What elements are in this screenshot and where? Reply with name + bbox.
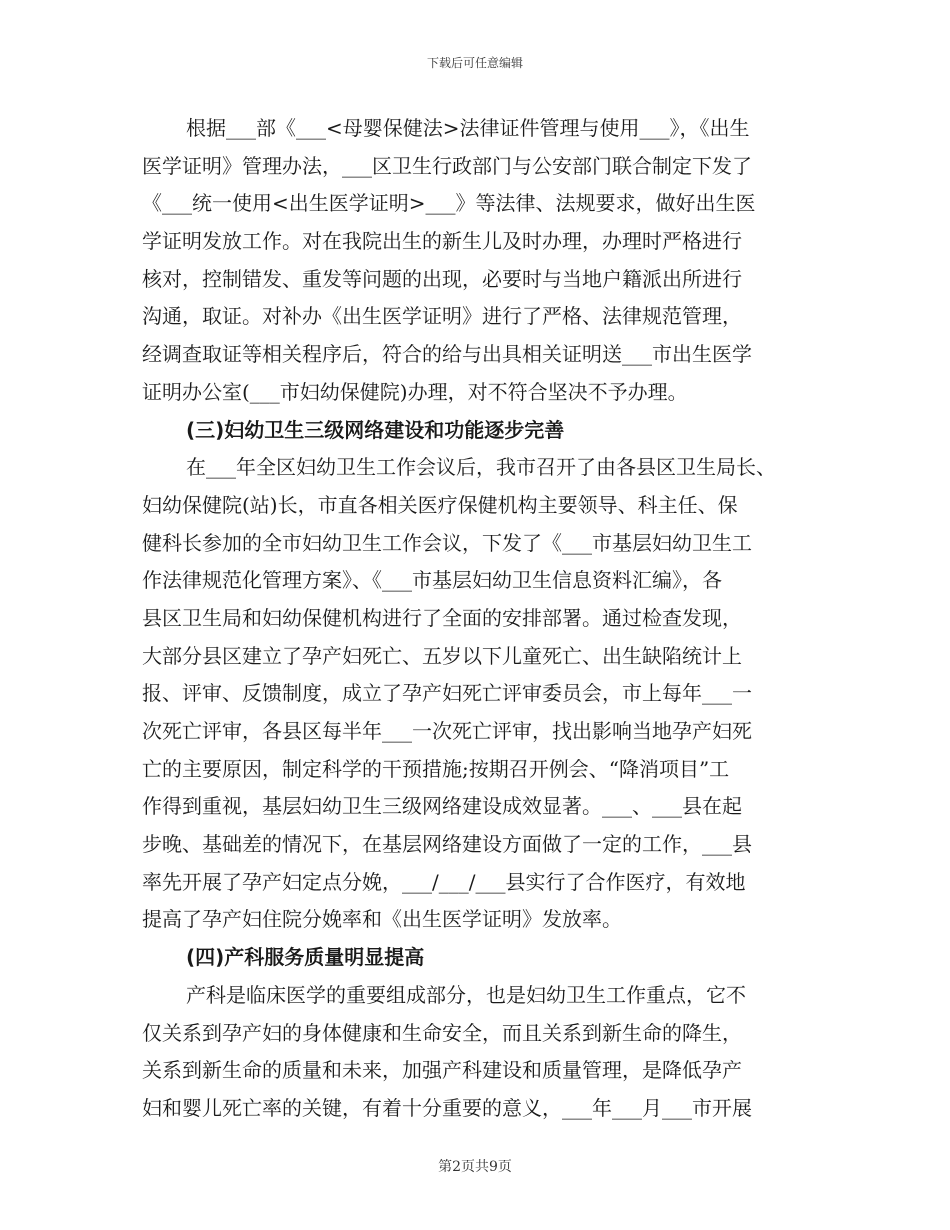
paragraph-line: 提高了孕产妇住院分娩率和《出生医学证明》发放率。 [142,907,622,932]
section-heading: (四)产科服务质量明显提高 [186,945,425,970]
paragraph-line: 县区卫生局和妇幼保健机构进行了全面的安排部署。通过检查发现， [142,605,742,630]
paragraph-line: 核对，控制错发、重发等问题的出现，必要时与当地户籍派出所进行 [142,266,742,291]
page-number: 第2页共9页 [438,1159,512,1175]
paragraph-line: 证明办公室(___市妇幼保健院)办理，对不符合坚决不予办理。 [142,379,688,404]
paragraph-line: 医学证明》管理办法，___区卫生行政部门与公安部门联合制定下发了 [142,153,752,178]
paragraph-line: 《___统一使用<出生医学证明>___》等法律、法规要求，做好出生医 [142,191,756,216]
paragraph-line: 学证明发放工作。对在我院出生的新生儿及时办理，办理时严格进行 [142,229,742,254]
page-header-note: 下载后可任意编辑 [426,56,523,70]
paragraph-line: 步晚、基础差的情况下，在基层网络建设方面做了一定的工作，___县 [142,832,752,857]
paragraph-line: 根据___部《___<母婴保健法>法律证件管理与使用___》，《出生 [186,116,750,140]
paragraph-line: 妇幼保健院(站)长，市直各相关医疗保健机构主要领导、科主任、保 [142,492,738,517]
section-heading: (三)妇幼卫生三级网络建设和功能逐步完善 [186,417,565,442]
document-body [142,110,812,1128]
paragraph-line: 在___年全区妇幼卫生工作会议后，我市召开了由各县区卫生局长、 [186,455,776,480]
paragraph-line: 经调查取证等相关程序后，符合的给与出具相关证明送___市出生医学 [142,342,752,367]
paragraph-line: 健科长参加的全市妇幼卫生工作会议，下发了《___市基层妇幼卫生工 [142,530,752,555]
paragraph-line: 产科是临床医学的重要组成部分，也是妇幼卫生工作重点，它不 [186,982,746,1007]
paragraph-line: 妇和婴儿死亡率的关键，有着十分重要的意义，___年___月___市开展 [142,1095,752,1120]
paragraph-line: 作法律规范化管理方案》、《___市基层妇幼卫生信息资料汇编》，各 [142,568,722,593]
paragraph-line: 大部分县区建立了孕产妇死亡、五岁以下儿童死亡、出生缺陷统计上 [142,643,742,668]
paragraph-line: 关系到新生命的质量和未来，加强产科建设和质量管理，是降低孕产 [142,1058,742,1083]
paragraph-line: 次死亡评审，各县区每半年___一次死亡评审，找出影响当地孕产妇死 [142,719,752,743]
paragraph-line: 亡的主要原因，制定科学的干预措施;按期召开例会、“降消项目”工 [142,756,730,781]
paragraph-line: 作得到重视，基层妇幼卫生三级网络建设成效显著。___、___县在起 [142,794,742,819]
paragraph-line: 沟通，取证。对补办《出生医学证明》进行了严格、法律规范管理， [142,304,742,329]
paragraph-line: 率先开展了孕产妇定点分娩，___/___/___县实行了合作医疗，有效地 [142,869,746,894]
paragraph-line: 仅关系到孕产妇的身体健康和生命安全，而且关系到新生命的降生， [142,1020,742,1045]
paragraph-line: 报、评审、反馈制度，成立了孕产妇死亡评审委员会，市上每年___一 [142,681,752,706]
